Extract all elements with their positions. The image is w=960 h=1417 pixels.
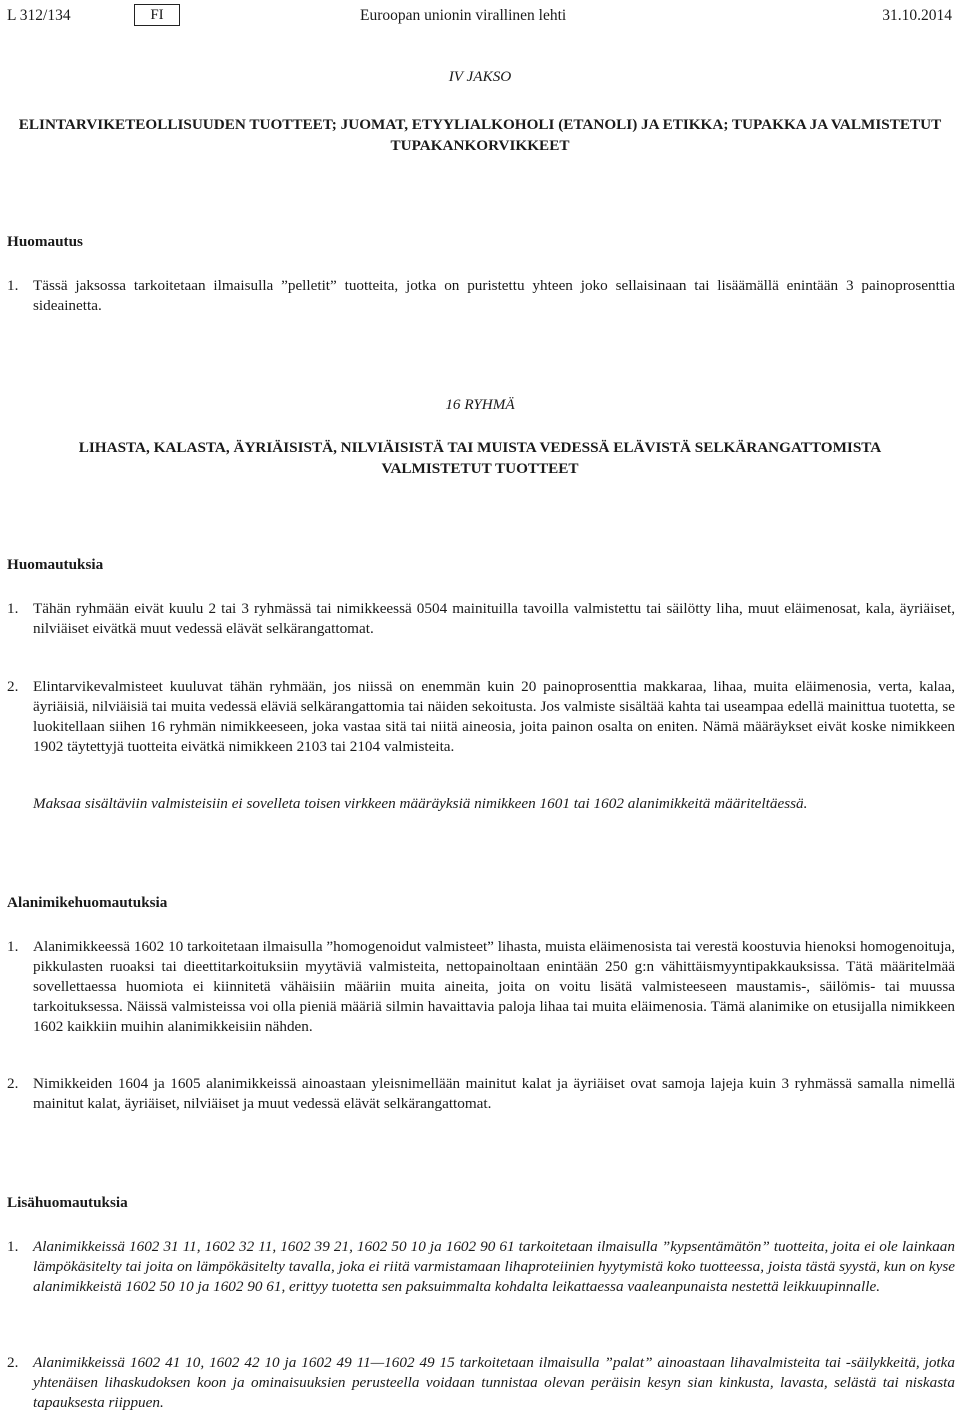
subheading-note-1 xyxy=(7,937,955,1037)
section-number: IV JAKSO xyxy=(448,68,512,85)
group-title: LIHASTA, KALASTA, ÄYRIÄISISTÄ, NILVIÄISISTÄ TAI MUISTA VEDESSÄ ELÄVISTÄ SELKÄRANGATTOMISTA VALMISTETUT TUOTTEET xyxy=(78,439,882,477)
note-number: 1. xyxy=(7,600,19,617)
note-number: 2. xyxy=(7,1354,19,1371)
page-reference: L 312/134 xyxy=(7,7,71,24)
section-note-1 xyxy=(7,276,955,316)
italic-note: Maksaa sisältäviin valmisteisiin ei sovelleta toisen virkkeen määräyksiä nimikkeen 1601 tai 1602 alanimikkeitä määriteltäessä. xyxy=(33,795,808,812)
subheading-notes-heading: Alanimikehuomautuksia xyxy=(7,894,168,911)
note-text: Nimikkeiden 1604 ja 1605 alanimikkeissä ainoastaan yleisnimellään mainitut kalat ja äyriäiset ovat samoja lajeja kuin 3 ryhmässä samalla nimellä mainitut kalat, äyriäiset, nilviäiset ja muut vedessä elävät selkärangattomat. xyxy=(33,1075,955,1112)
note-text: Elintarvikevalmisteet kuuluvat tähän ryhmään, jos niissä on enemmän kuin 20 painoprosenttia makkaraa, lihaa, muita eläimenosia, verta, kalaa, äyriäisiä, nilviäisiä tai muita vedessä eläviä selkärangattomia tai näiden sekoitusta. Jos valmiste sisältää kahta tai useampaa edellä mainittua tuotetta, se luokitellaan siihen 16 ryhmän nimikkeeseen, joka vastaa sitä tai niitä aineosia, joita painon osalta on eniten. Nämä määräykset eivät koske nimikkeen 1902 täytettyjä tuotteita eivätkä nimikkeen 2103 tai 2104 valmisteita. xyxy=(33,678,955,755)
group-note-1 xyxy=(7,599,955,639)
note-text: Alanimikkeissä 1602 41 10, 1602 42 10 ja 1602 49 11—1602 49 15 tarkoitetaan ilmaisulla ”palat” ainoastaan lihavalmisteita tai -säilykkeitä, jotka yhtenäisen lihaskudoksen koon ja ominaisuuksien perusteella voidaan tunnistaa olevan peräisin kesyn sian kinkusta, lavasta, selästä tai niskasta tapauksesta riippuen. xyxy=(33,1354,955,1411)
publication-date: 31.10.2014 xyxy=(882,7,952,24)
note-text: Tähän ryhmään eivät kuulu 2 tai 3 ryhmässä tai nimikkeessä 0504 mainituilla tavoilla valmistettu tai säilötty liha, muut eläimenosat, kala, äyriäiset, nilviäiset eivätkä muut vedessä elävät selkärangattomat. xyxy=(33,600,955,637)
note-number: 2. xyxy=(7,678,19,695)
section-note-heading: Huomautus xyxy=(7,233,83,250)
group-notes-heading: Huomautuksia xyxy=(7,556,104,573)
note-text: Alanimikkeessä 1602 10 tarkoitetaan ilmaisulla ”homogenoidut valmisteet” lihasta, muista eläimenosista tai verestä koostuvia hienoksi homogenoituja, pikkulasten ruoaksi tai dieettitarkoituksiin myytäviä valmisteita, nettopainoltaan enintään 250 g:n vähittäismyyntipakkauksissa. Tätä määritelmää sovellettaessa huomiota ei kiinnitetä vähäisiin määriin muita aineita, joita on voitu lisätä valmisteeseen maustamis-, säilömis- tai muussa tarkoituksessa. Näissä valmisteissa voi olla pieniä määriä silmin havaittavia paloja lihaa tai muita eläimenosia. Tämä alanimike on etusijalla nimikkeen 1602 kaikkiin muihin alanimikkeisiin nähden. xyxy=(33,938,955,1035)
note-number: 1. xyxy=(7,938,19,955)
language-code-box: FI xyxy=(134,4,180,26)
journal-name: Euroopan unionin virallinen lehti xyxy=(360,7,567,24)
note-number: 1. xyxy=(7,277,19,294)
note-number: 1. xyxy=(7,1238,19,1255)
group-note-2 xyxy=(7,677,955,757)
group-number: 16 RYHMÄ xyxy=(445,396,515,413)
additional-notes-heading: Lisähuomautuksia xyxy=(7,1194,128,1211)
additional-note-2 xyxy=(7,1353,955,1413)
note-text: Alanimikkeissä 1602 31 11, 1602 32 11, 1602 39 21, 1602 50 10 ja 1602 90 61 tarkoitetaan ilmaisulla ”kypsentämätön” tuotteita, joita ei ole lainkaan lämpökäsitelty tai joita on lämpökäsitelty tavalla, joka ei riitä varmistamaan lihaproteiinien hyytymistä koko tuotteessa, joista tästä syystä, kun on kyse alanimikkeistä 1602 50 10 ja 1602 90 61, erittyy tuotetta sen paksuimmalta kohdalta leikattaessa vaaleanpunaista nestettä leikkuupinnalle. xyxy=(33,1238,955,1295)
note-number: 2. xyxy=(7,1075,19,1092)
additional-note-1 xyxy=(7,1237,955,1297)
note-text: Tässä jaksossa tarkoitetaan ilmaisulla ”pelletit” tuotteita, jotka on puristettu yhteen joko sellaisinaan tai lisäämällä enintään 3 painoprosenttia sideainetta. xyxy=(33,277,955,314)
section-title: ELINTARVIKETEOLLISUUDEN TUOTTEET; JUOMAT, ETYYLIALKOHOLI (ETANOLI) JA ETIKKA; TUPAKKA JA VALMISTETUT TUPAKANKORVIKKEET xyxy=(18,116,942,154)
subheading-note-2 xyxy=(7,1074,955,1114)
